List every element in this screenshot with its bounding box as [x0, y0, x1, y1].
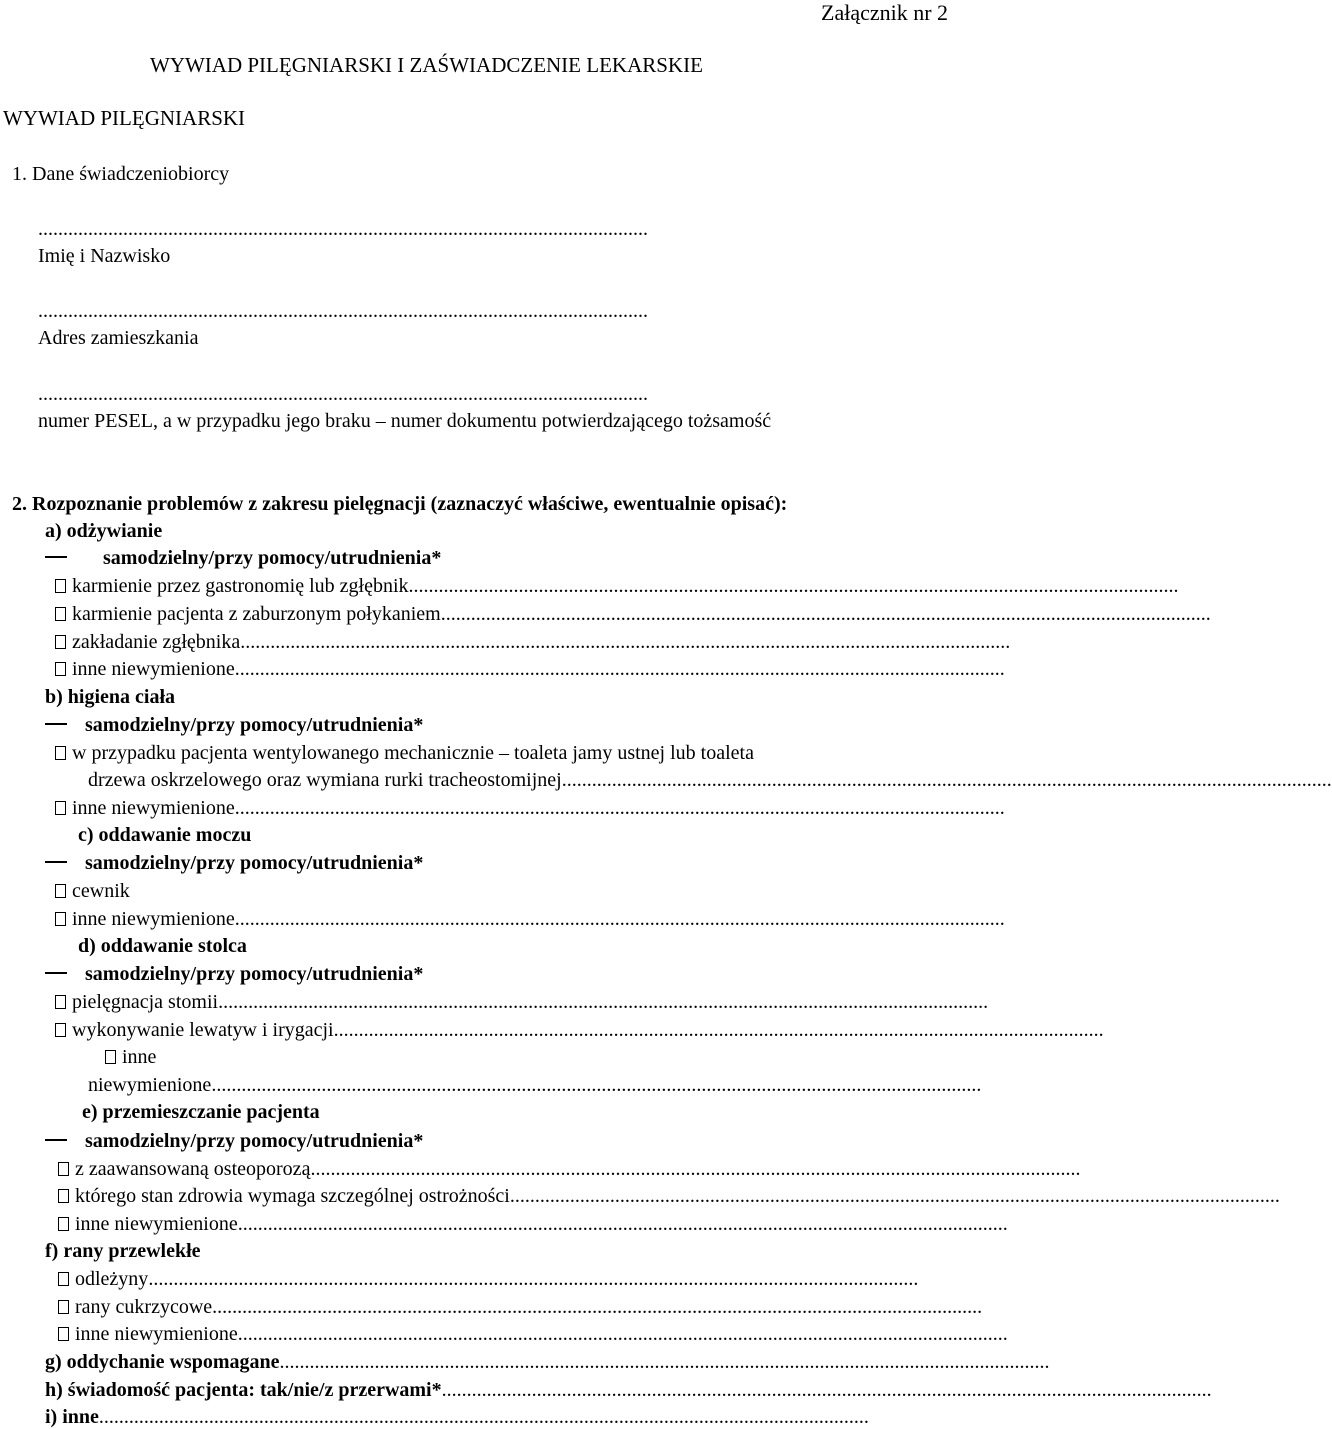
checkbox-icon[interactable] — [55, 1023, 66, 1037]
checkbox-icon[interactable] — [55, 746, 66, 760]
checkbox-icon[interactable] — [55, 801, 66, 815]
section2-heading: 2. Rozpoznanie problemów z zakresu pielęgnacji (zaznaczyć właściwe, ewentualnie opisać): — [12, 493, 788, 515]
name-field-label: Imię i Nazwisko — [38, 245, 171, 267]
c-item-1: cewnik — [55, 881, 130, 901]
checkbox-icon[interactable] — [58, 1217, 69, 1231]
c-assist: samodzielny/przy pomocy/utrudnienia* — [45, 853, 423, 873]
e-item-2: którego stan zdrowia wymaga szczególnej ostrożności.......................................................................................................................................................... — [58, 1186, 830, 1206]
b-item-1: w przypadku pacjenta wentylowanego mechanicznie – toaleta jamy ustnej lub toaleta — [55, 743, 754, 763]
f-item-3: inne niewymienione.......................................................................................................................................................... — [58, 1324, 878, 1344]
e-item-1: z zaawansowaną osteoporozą.......................................................................................................................................................... — [58, 1159, 865, 1179]
a-item-3: zakładanie zgłębnika.......................................................................................................................................................... — [55, 632, 880, 652]
checkbox-icon[interactable] — [58, 1272, 69, 1286]
a-item-1: karmienie przez gastronomię lub zgłębnik.......................................................................................................................................................... — [55, 576, 809, 596]
e-item-3: inne niewymienione.......................................................................................................................................................... — [58, 1214, 883, 1234]
g-line: g) oddychanie wspomagane.......................................................................................................................................................... — [45, 1351, 1050, 1373]
a-item-4: inne niewymienione.......................................................................................................................................................... — [55, 659, 880, 679]
dash-icon — [45, 861, 67, 863]
d-item-2: wykonywanie lewatyw i irygacji.......................................................................................................................................................... — [55, 1020, 864, 1040]
dash-icon — [45, 1139, 67, 1141]
checkbox-icon[interactable] — [55, 662, 66, 676]
checkbox-icon[interactable] — [55, 995, 66, 1009]
c-title: c) oddawanie moczu — [78, 824, 252, 846]
dash-icon — [45, 723, 67, 725]
d-item-3-cont: niewymienione.......................................................................................................................................................... — [88, 1074, 982, 1096]
h-line: h) świadomość pacjenta: tak/nie/z przerwami*.......................................................................................................................................................... — [45, 1379, 1212, 1401]
dash-icon — [45, 972, 67, 974]
e-title: e) przemieszczanie pacjenta — [82, 1101, 320, 1123]
section1-heading: 1. Dane świadczeniobiorcy — [12, 163, 230, 185]
checkbox-icon[interactable] — [55, 579, 66, 593]
i-line: i) inne.......................................................................................................................................................... — [45, 1406, 869, 1428]
b-item-2: inne niewymienione.......................................................................................................................................................... — [55, 798, 873, 818]
b-title: b) higiena ciała — [45, 686, 176, 708]
checkbox-icon[interactable] — [55, 635, 66, 649]
checkbox-icon[interactable] — [58, 1327, 69, 1341]
pesel-dots: .......................................................................................................................... — [38, 383, 648, 405]
b-item-1-cont: drzewa oskrzelowego oraz wymiana rurki tracheostomijnej.......................................................................................................................................................... — [88, 769, 1332, 791]
a-assist: samodzielny/przy pomocy/utrudnienia* — [45, 548, 441, 568]
checkbox-icon[interactable] — [105, 1050, 116, 1064]
name-dots: .......................................................................................................................... — [38, 218, 648, 240]
checkbox-icon[interactable] — [55, 884, 66, 898]
b-assist: samodzielny/przy pomocy/utrudnienia* — [45, 715, 423, 735]
f-title: f) rany przewlekłe — [45, 1240, 201, 1262]
address-field-label: Adres zamieszkania — [38, 327, 199, 349]
d-item-3: inne — [105, 1047, 156, 1067]
pesel-field-label: numer PESEL, a w przypadku jego braku – numer dokumentu potwierdzającego tożsamość — [38, 410, 772, 432]
checkbox-icon[interactable] — [55, 912, 66, 926]
checkbox-icon[interactable] — [58, 1189, 69, 1203]
main-title: WYWIAD PILĘGNIARSKI I ZAŚWIADCZENIE LEKARSKIE — [150, 53, 703, 77]
d-item-1: pielęgnacja stomii.......................................................................................................................................................... — [55, 992, 883, 1012]
d-assist: samodzielny/przy pomocy/utrudnienia* — [45, 964, 423, 984]
dash-icon — [45, 556, 67, 558]
a-title: a) odżywianie — [45, 520, 163, 542]
f-item-2: rany cukrzycowe.......................................................................................................................................................... — [58, 1297, 882, 1317]
f-item-1: odleżyny.......................................................................................................................................................... — [58, 1269, 896, 1289]
checkbox-icon[interactable] — [58, 1162, 69, 1176]
checkbox-icon[interactable] — [58, 1300, 69, 1314]
e-assist: samodzielny/przy pomocy/utrudnienia* — [45, 1131, 423, 1151]
sub-title: WYWIAD PILĘGNIARSKI — [3, 106, 246, 130]
address-dots: .......................................................................................................................... — [38, 300, 648, 322]
c-item-2: inne niewymienione.......................................................................................................................................................... — [55, 909, 873, 929]
d-title: d) oddawanie stolca — [78, 935, 247, 957]
a-item-2: karmienie pacjenta z zaburzonym połykaniem.......................................................................................................................................................... — [55, 604, 843, 624]
checkbox-icon[interactable] — [55, 607, 66, 621]
attachment-label: Załącznik nr 2 — [821, 0, 949, 25]
